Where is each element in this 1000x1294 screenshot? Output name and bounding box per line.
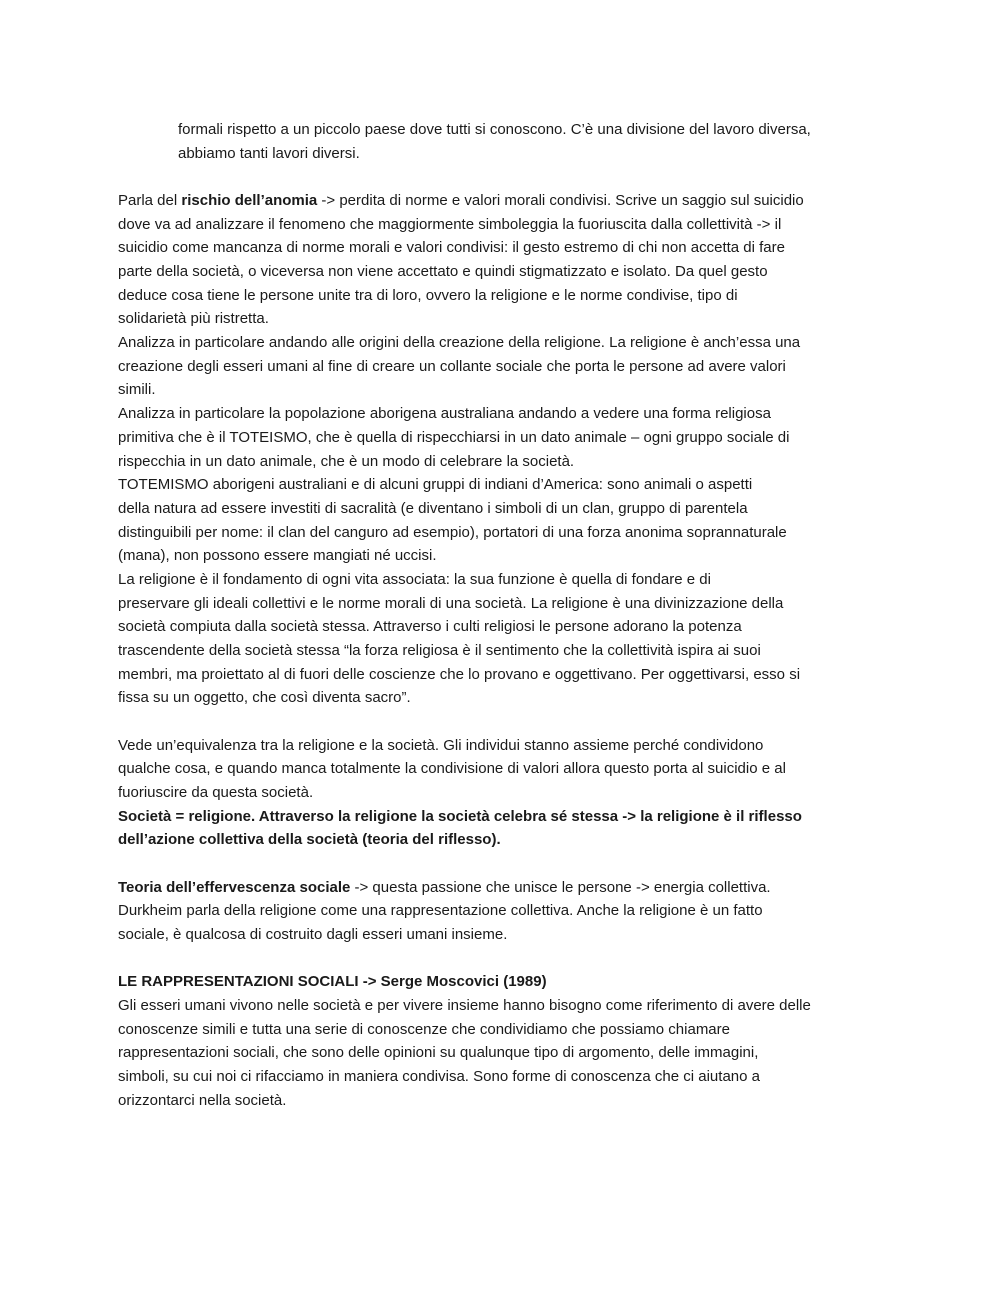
text-line: orizzontarci nella società. bbox=[118, 1092, 287, 1109]
bold-line: dell’azione collettiva della società (teoria del riflesso). bbox=[118, 831, 501, 848]
text-line: (mana), non possono essere mangiati né uccisi. bbox=[118, 547, 437, 564]
text-line: abbiamo tanti lavori diversi. bbox=[178, 145, 360, 162]
text-line: preservare gli ideali collettivi e le norme morali di una società. La religione è una divinizzazione della bbox=[118, 595, 784, 612]
bold-term: Teoria dell’effervescenza sociale bbox=[118, 879, 351, 896]
text-line: TOTEMISMO aborigeni australiani e di alcuni gruppi di indiani d’America: sono animali o aspetti bbox=[118, 476, 753, 493]
text-line: dove va ad analizzare il fenomeno che maggiormente simboleggia la fuoriuscita dalla collettività -> il bbox=[118, 216, 782, 233]
text-line: formali rispetto a un piccolo paese dove tutti si conoscono. C’è una divisione del lavoro diversa, bbox=[178, 121, 811, 138]
text-line: distinguibili per nome: il clan del canguro ad esempio), portatori di una forza anonima soprannaturale bbox=[118, 524, 787, 541]
text-line: La religione è il fondamento di ogni vita associata: la sua funzione è quella di fondare e di bbox=[118, 571, 711, 588]
bold-term: rischio dell’anomia bbox=[181, 192, 318, 209]
text-line: deduce cosa tiene le persone unite tra di loro, ovvero la religione e le norme condivise, tipo di bbox=[118, 287, 738, 304]
text-line: rispecchia in un dato animale, che è un modo di celebrare la società. bbox=[118, 453, 575, 470]
text-line: Durkheim parla della religione come una rappresentazione collettiva. Anche la religione è un fatto bbox=[118, 902, 763, 919]
text-line: parte della società, o viceversa non viene accettato e quindi stigmatizzato e isolato. Da quel gesto bbox=[118, 263, 768, 280]
text-line: simboli, su cui noi ci rifacciamo in maniera condivisa. Sono forme di conoscenza che ci aiutano a bbox=[118, 1068, 760, 1085]
text-line: sociale, è qualcosa di costruito dagli esseri umani insieme. bbox=[118, 926, 508, 943]
section-heading: LE RAPPRESENTAZIONI SOCIALI -> Serge Moscovici (1989) bbox=[118, 973, 547, 990]
text-line: simili. bbox=[118, 381, 156, 398]
text-line: rappresentazioni sociali, che sono delle opinioni su qualunque tipo di argomento, delle immagini, bbox=[118, 1044, 759, 1061]
bold-line: Società = religione. Attraverso la religione la società celebra sé stessa -> la religione è il riflesso bbox=[118, 808, 802, 825]
text-line: Teoria dell’effervescenza sociale -> questa passione che unisce le persone -> energia collettiva. bbox=[118, 879, 771, 896]
text-line: Analizza in particolare la popolazione aborigena australiana andando a vedere una forma religiosa bbox=[118, 405, 771, 422]
text-line: suicidio come mancanza di norme morali e valori condivisi: il gesto estremo di chi non accetta di fare bbox=[118, 239, 785, 256]
text-line: Vede un’equivalenza tra la religione e la società. Gli individui stanno assieme perché condividono bbox=[118, 737, 764, 754]
text-line: membri, ma proiettato al di fuori delle coscienze che lo provano e oggettivano. Per oggettivarsi, esso si bbox=[118, 666, 801, 683]
text-line: qualche cosa, e quando manca totalmente la condivisione di valori allora questo porta al suicidio e al bbox=[118, 760, 786, 777]
text-line: primitiva che è il TOTEISMO, che è quella di rispecchiarsi in un dato animale – ogni gruppo sociale di bbox=[118, 429, 790, 446]
text-line: conoscenze simili e tutta una serie di conoscenze che condividiamo che possiamo chiamare bbox=[118, 1021, 730, 1038]
text-line: trascendente della società stessa “la forza religiosa è il sentimento che la collettività ispira ai suoi bbox=[118, 642, 761, 659]
text-line: creazione degli esseri umani al fine di creare un collante sociale che porta le persone ad avere valori bbox=[118, 358, 786, 375]
text-line: fissa su un oggetto, che così diventa sacro”. bbox=[118, 689, 411, 706]
text-line: Analizza in particolare andando alle origini della creazione della religione. La religione è anch’essa una bbox=[118, 334, 801, 351]
text-line: solidarietà più ristretta. bbox=[118, 310, 269, 327]
text-line: fuoriuscire da questa società. bbox=[118, 784, 314, 801]
text-line: società compiuta dalla società stessa. Attraverso i culti religiosi le persone adorano la potenza bbox=[118, 618, 742, 635]
text-line: della natura ad essere investiti di sacralità (e diventano i simboli di un clan, gruppo di parentela bbox=[118, 500, 748, 517]
text-line: Parla del rischio dell’anomia -> perdita di norme e valori morali condivisi. Scrive un saggio sul suicidio bbox=[118, 192, 804, 209]
text-line: Gli esseri umani vivono nelle società e per vivere insieme hanno bisogno come riferimento di avere delle bbox=[118, 997, 811, 1014]
